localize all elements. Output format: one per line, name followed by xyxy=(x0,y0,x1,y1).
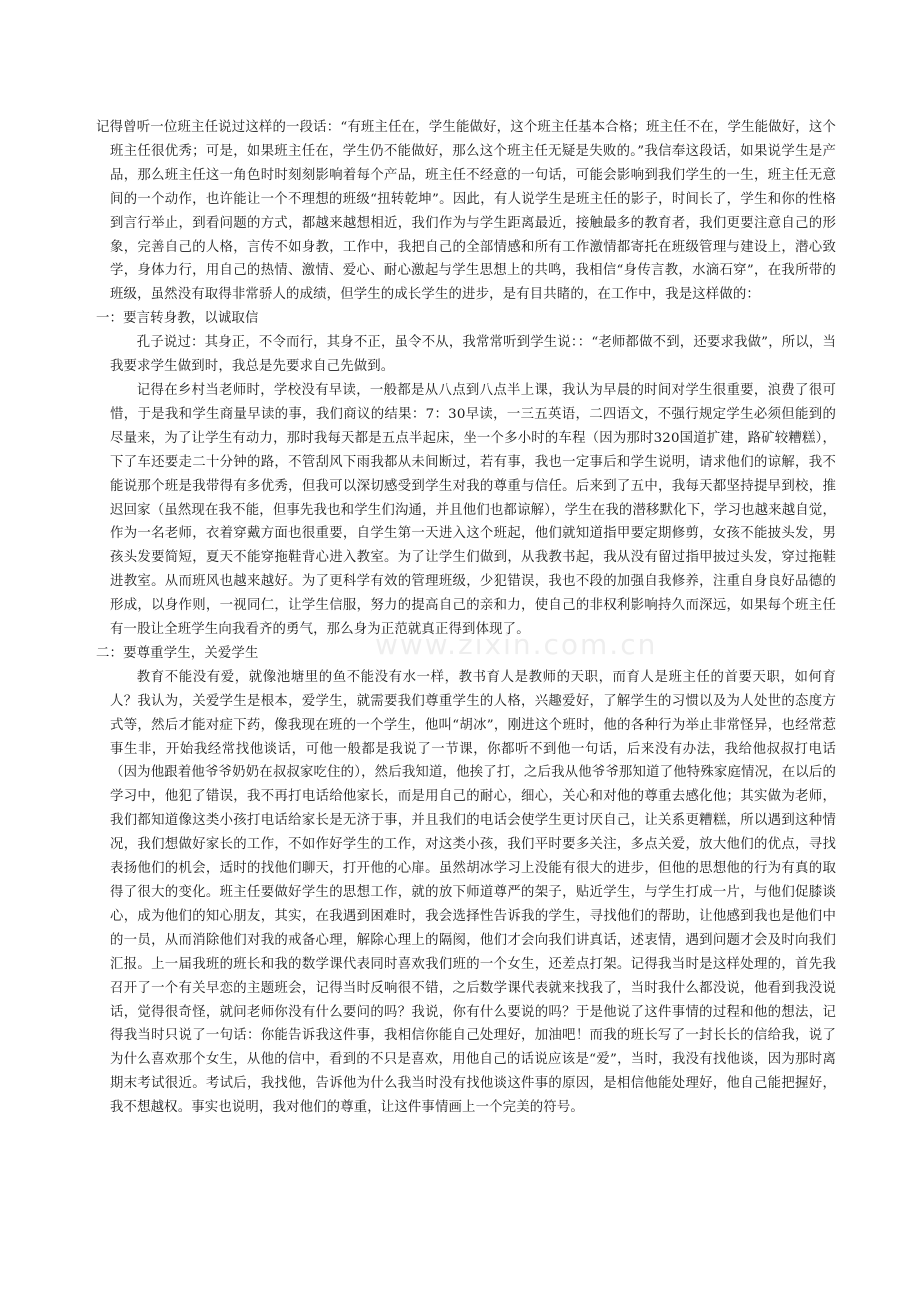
section-1-paragraph-1: 孔子说过：其身正，不令而行，其身不正，虽令不从，我常常听到学生说：：“老师都做不到，还要求我做”，所以，当我要求学生做到时，我总是先要求自己先做到。 xyxy=(110,335,836,375)
section-2-paragraph-1: 教育不能没有爱，就像池塘里的鱼不能没有水一样，教书育人是教师的天职，而育人是班主任的首要天职，如何育人？我认为，关爱学生是根本，爱学生，就需要我们尊重学生的人格，兴趣爱好，了解学生的习惯以及为人处世的态度方式等，然后才能对症下药，像我现在班的一个学生，他叫“胡冰”，刚进这个班时，他的各种行为举止非常怪异，也经常惹事生非，开始我经常找他谈话，可他一般都是我说了一节课，你都听不到他一句话，后来没有办法，我给他叔叔打电话（因为他跟着他爷爷奶奶在叔叔家吃住的），然后我知道，他挨了打，之后我从他爷爷那知道了他特殊家庭情况，在以后的学习中，他犯了错误，我不再打电话给他家长，而是用自己的耐心，细心，关心和对他的尊重去感化他；其实做为老师，我们都知道像这类小孩打电话给家长是无济于事，并且我们的电话会使学生更讨厌自己，让关系更糟糕，所以遇到这种情况，我们想做好家长的工作，不如作好学生的工作，对这类小孩，我们平时要多关注，多点关爱，放大他们的优点，寻找表扬他们的机会，适时的找他们聊天，打开他的心扉。虽然胡冰学习上没能有很大的进步，但他的思想他的行为有真的取得了很大的变化。班主任要做好学生的思想工作，就的放下师道尊严的架子，贴近学生，与学生打成一片，与他们促膝谈心，成为他们的知心朋友，其实，在我遇到困难时，我会选择性告诉我的学生，寻找他们的帮助，让他感到我也是他们中的一员，从而消除他们对我的戒备心理，解除心理上的隔阂，他们才会向我们讲真话，述衷情，遇到问题才会及时向我们汇报。上一届我班的班长和我的数学课代表同时喜欢我们班的一个女生，还差点打架。记得我当时是这样处理的，首先我召开了一个有关早恋的主题班会，记得当时反响很不错，之后数学课代表就来找我了，当时我什么都没说，他看到我没说话，觉得很奇怪，就问老师你没有什么要问的吗？我说，你有什么要说的吗？于是他说了这件事情的过程和他的想法，记得我当时只说了一句话：你能告诉我这件事，我相信你能自己处理好，加油吧！而我的班长写了一封长长的信给我，说了为什么喜欢那个女生，从他的信中，看到的不只是喜欢，用他自己的话说应该是“爱”，当时，我没有找他谈，因为那时离期末考试很近。考试后，我找他，告诉他为什么我当时没有找他谈这件事的原因，是相信他能处理好，他自己能把握好，我不想越权。事实也说明，我对他们的尊重，让这件事情画上一个完美的符号。 xyxy=(110,669,836,1116)
section-1-heading: 一：要言转身教，以诚取信 xyxy=(96,311,259,327)
section-1-paragraph-2: 记得在乡村当老师时，学校没有早读，一般都是从八点到八点半上课，我认为早晨的时间对学生很重要，浪费了很可惜，于是我和学生商量早读的事，我们商议的结果：7：30早读，一三五英语，二四语文，不强行规定学生必须但能到的尽量来，为了让学生有动力，那时我每天都是五点半起床，坐一个多小时的车程（因为那时320国道扩建，路矿较糟糕），下了车还要走二十分钟的路，不管刮风下雨我都从未间断过，若有事，我也一定事后和学生说明，请求他们的谅解，我不能说那个班是我带得有多优秀，但我可以深切感受到学生对我的尊重与信任。后来到了五中，我每天都坚持提早到校，推迟回家（虽然现在我不能，但事先我也和学生们沟通，并且他们也都谅解），学生在我的潜移默化下，学习也越来越自觉，作为一名老师，衣着穿戴方面也很重要，自学生第一天进入这个班起，他们就知道指甲要定期修剪，女孩不能披头发，男孩头发要简短，夏天不能穿拖鞋背心进入教室。为了让学生们做到，从我教书起，我从没有留过指甲披过头发，穿过拖鞋进教室。从而班风也越来越好。为了更科学有效的管理班级，少犯错误，我也不段的加强自我修养，注重自身良好品德的形成，以身作则，一视同仁，让学生信服，努力的提高自己的亲和力，使自己的非权利影响持久而深远，如果每个班主任有一股让全班学生向我看齐的勇气，那么身为正范就真正得到体现了。 xyxy=(110,382,836,638)
document-body xyxy=(96,116,836,1120)
intro-paragraph: 记得曾听一位班主任说过这样的一段话：“有班主任在，学生能做好，这个班主任基本合格；班主任不在，学生能做好，这个班主任很优秀；可是，如果班主任在，学生仍不能做好，那么这个班主任无疑是失败的。”我信奉这段话，如果说学生是产品，那么班主任这一角色时时刻刻影响着每个产品，班主任不经意的一句话，可能会影响到我们学生的一生，班主任无意间的一个动作，也许能让一个不理想的班级“扭转乾坤”。因此，有人说学生是班主任的影子，时间长了，学生和你的性格到言行举止，到看问题的方式，都越来越想相近，我们作为与学生距离最近，接触最多的教育者，我们更要注意自己的形象，完善自己的人格，言传不如身教，工作中，我把自己的全部情感和所有工作激情都寄托在班级管理与建设上，潜心致学，身体力行，用自己的热情、激情、爱心、耐心激起与学生思想上的共鸣，我相信“身传言教，水滴石穿”，在我所带的班级，虽然没有取得非常骄人的成绩，但学生的成长学生的进步，是有目共睹的，在工作中，我是这样做的： xyxy=(96,120,836,303)
section-2-heading: 二：要尊重学生，关爱学生 xyxy=(96,645,259,661)
watermark: www.zixin.com.cn xyxy=(375,628,658,661)
